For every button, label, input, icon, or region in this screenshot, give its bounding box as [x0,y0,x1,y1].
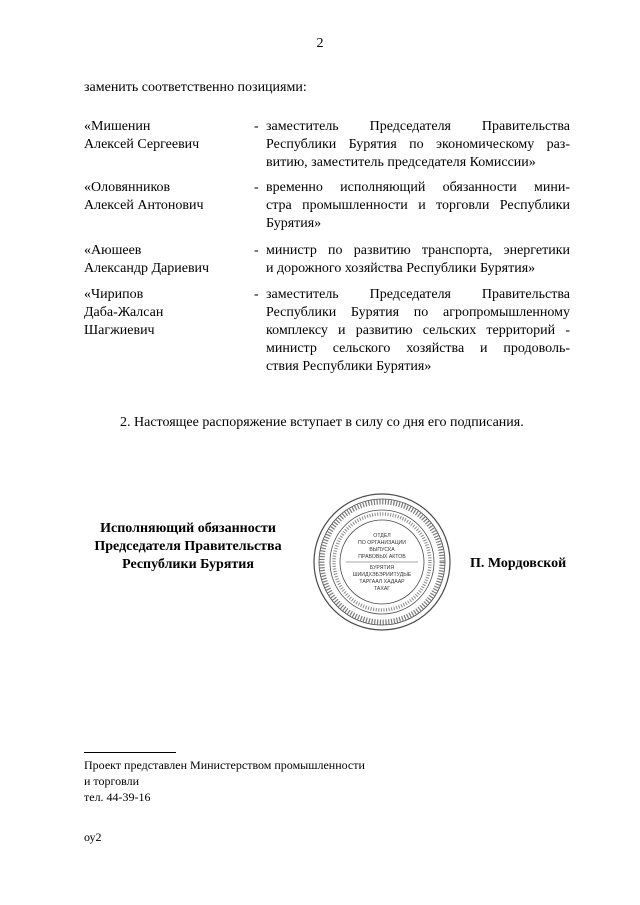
entry-role [266,286,570,376]
entry-role [266,242,570,278]
entry-name-line: Даба-Жалсан [84,305,164,320]
entry-role-line: комплексу и развитию сельских территорий - [266,323,570,338]
official-seal-stamp [312,492,452,632]
entry-role [266,179,570,233]
stamp-line: БУРЯТИЯ [369,565,395,571]
entry-dash: - [254,180,259,195]
entry-dash: - [254,287,259,302]
stamp-line: ВЫПУСКА [369,547,395,553]
footnote-line: тел. 44-39-16 [84,790,151,804]
page-number: 2 [316,36,324,51]
entry-role-line: ствия Республики Бурятия» [266,359,432,374]
signer-name: П. Мордовской [470,556,567,571]
entry-role-line: Республики Бурятия по агропромышленному [266,305,570,320]
stamp-line: ПО ОРГАНИЗАЦИИ [358,540,406,546]
stamp-line: ОТДЕЛ [373,533,391,539]
entry-role-line: Бурятия» [266,216,322,231]
document-code: оу2 [84,830,102,844]
footnote-divider [84,752,176,753]
entry-name [84,286,244,340]
entry-role-line: заместитель Председателя Правительства [266,287,570,302]
entry-name-line: «Аюшеев [84,243,142,258]
entry-name-line: «Чирипов [84,287,144,302]
stamp-line: ШИИДХЭБЭРИИТУДЫЕ [352,572,412,578]
intro-text: заменить соответственно позициями: [84,80,307,95]
entry-role-line: заместитель Председателя Правительства [266,119,570,134]
entry-name [84,118,244,154]
entry-name [84,179,244,215]
stamp-line: ТАРГААЛ ХАДААР [359,579,405,585]
entry-role-line: временно исполняющий обязанности мини- [266,180,570,195]
stamp-line: ТАХАГ [373,586,391,592]
entry-name-line: Шагжиевич [84,323,155,338]
footnote-line: и торговли [84,774,140,788]
footnote-line: Проект представлен Министерством промышленности [84,758,365,772]
entry-role-line: и дорожного хозяйства Республики Бурятия» [266,261,536,276]
entry-name-line: «Оловянников [84,180,171,195]
entry-dash: - [254,119,259,134]
entry-role-line: министр по развитию транспорта, энергетики [266,243,570,258]
entry-name-line: Александр Дариевич [84,261,210,276]
entry-name [84,242,244,278]
signature-title-line: Председателя Правительства [94,539,282,554]
entry-role-line: министр сельского хозяйства и продоволь- [266,341,570,356]
entry-name-line: «Мишенин [84,119,151,134]
entry-name-line: Алексей Сергеевич [84,137,200,152]
effective-date-paragraph: 2. Настоящее распоряжение вступает в силу со дня его подписания. [120,415,524,430]
entry-role [266,118,570,172]
entry-role-line: Республики Бурятия по экономическому раз- [266,137,570,152]
stamp-line: ПРАВОВЫХ АКТОВ [358,554,406,560]
signature-title [84,520,292,574]
entry-dash: - [254,243,259,258]
footnote [84,757,365,805]
entry-role-line: витию, заместитель председателя Комиссии» [266,155,536,170]
signature-title-line: Республики Бурятия [122,557,254,572]
signature-title-line: Исполняющий обязанности [100,521,276,536]
entry-role-line: стра промышленности и торговли Республики [266,198,570,213]
entry-name-line: Алексей Антонович [84,198,204,213]
